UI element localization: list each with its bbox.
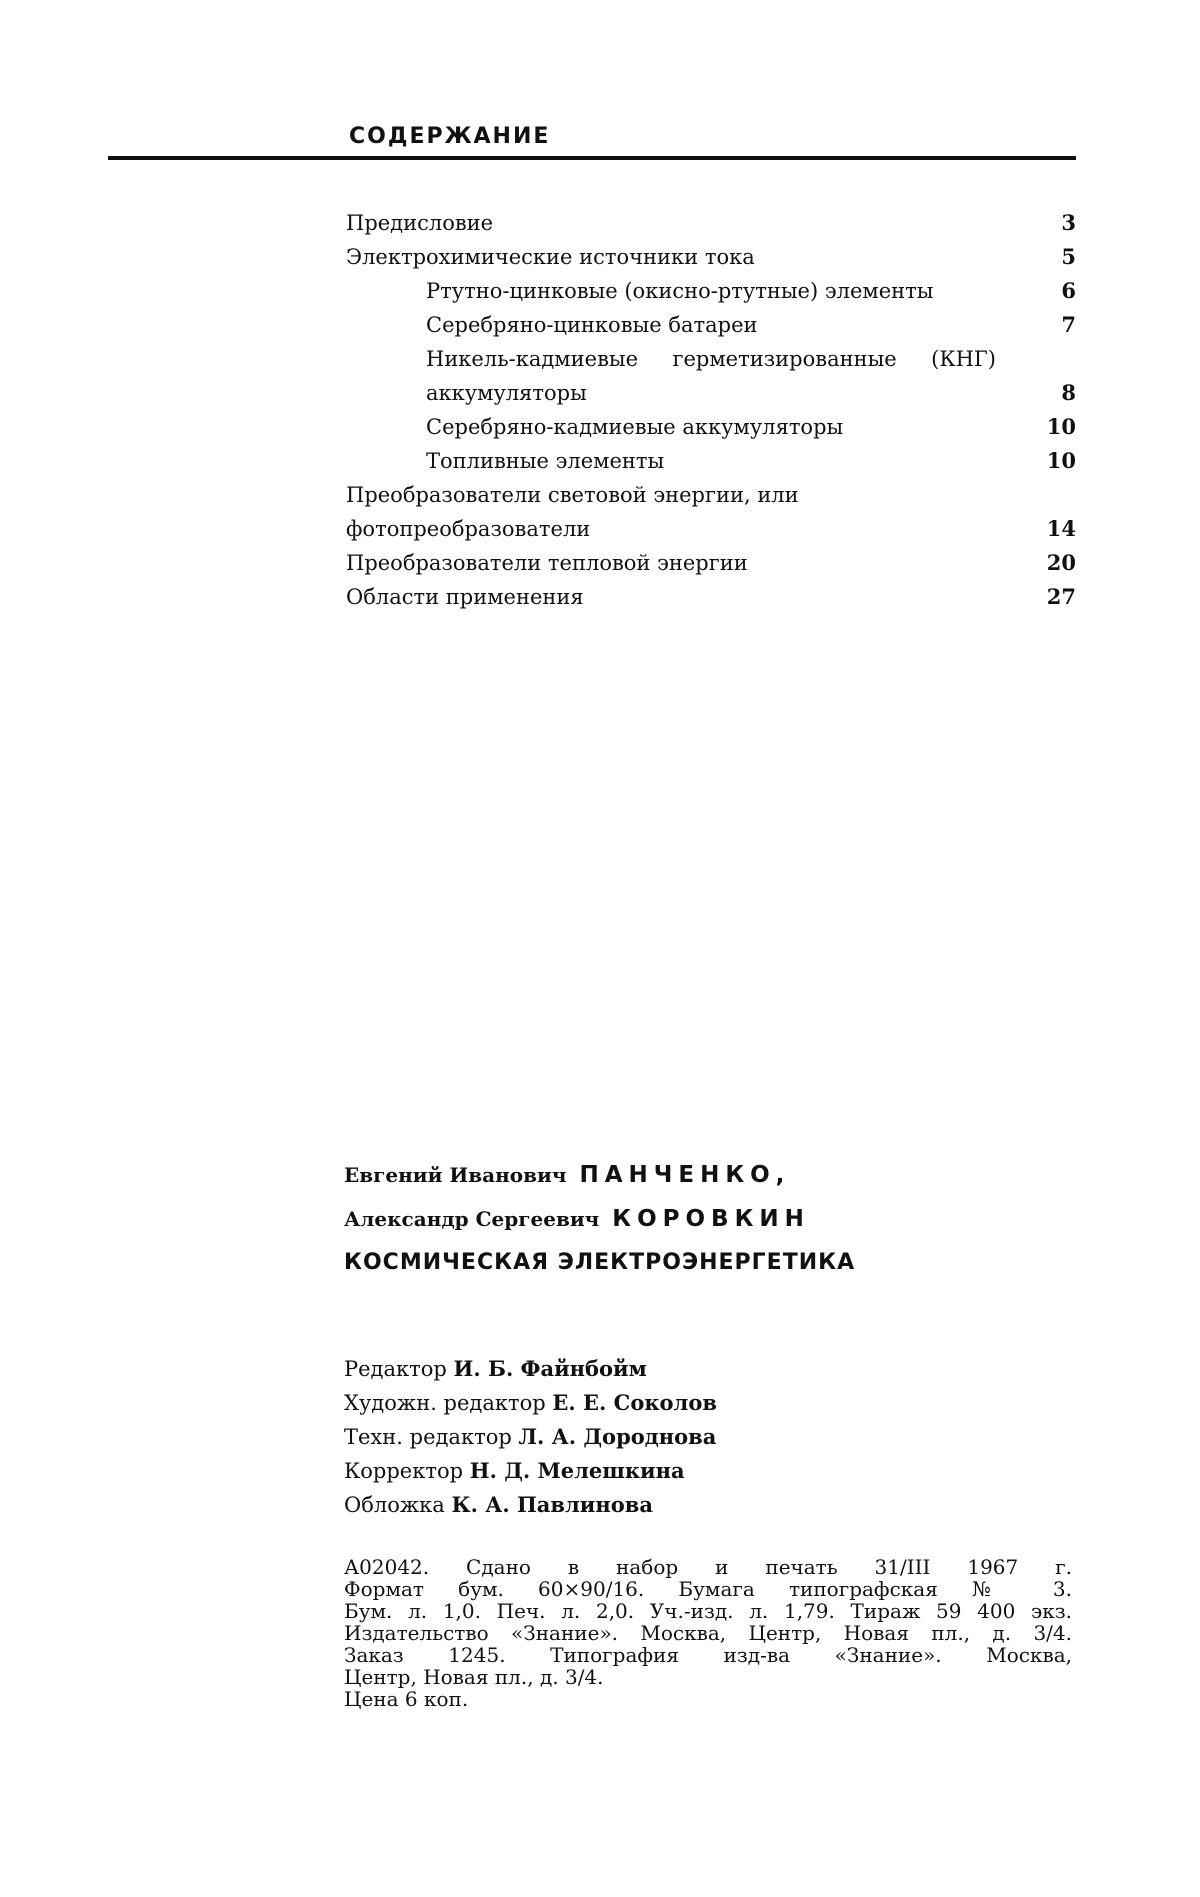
toc-entry xyxy=(346,240,1076,274)
toc-subentry xyxy=(346,274,1076,308)
author-given-name: Александр Сергеевич xyxy=(344,1207,600,1231)
imprint-line: Издательство «Знание». Москва, Центр, Новая пл., д. 3/4. xyxy=(344,1621,1072,1645)
toc-subentry xyxy=(346,444,1076,478)
imprint-block xyxy=(344,1556,1072,1710)
credit-name: Л. А. Дороднова xyxy=(518,1424,717,1449)
toc-entry xyxy=(346,206,1076,240)
credit-line xyxy=(344,1352,717,1386)
credit-line xyxy=(344,1488,717,1522)
toc-entry-page: 7 xyxy=(1061,312,1076,337)
toc-entry xyxy=(346,478,1076,546)
toc-entry-title: Электрохимические источники тока xyxy=(346,245,755,269)
toc-entry-page: 5 xyxy=(1061,244,1076,269)
book-title: КОСМИЧЕСКАЯ ЭЛЕКТРОЭНЕРГЕТИКА xyxy=(344,1250,856,1275)
credit-line xyxy=(344,1454,717,1488)
table-of-contents xyxy=(346,206,1076,614)
credit-name: И. Б. Файнбойм xyxy=(453,1356,647,1381)
toc-entry-page: 27 xyxy=(1046,584,1076,609)
author-line xyxy=(344,1197,810,1241)
imprint-line: Заказ 1245. Типография изд-ва «Знание». Москва, xyxy=(344,1643,1072,1667)
toc-entry-title: Ртутно-цинковые (окисно-ртутные) элементы xyxy=(426,279,934,303)
credit-name: Н. Д. Мелешкина xyxy=(469,1458,685,1483)
credit-role: Художн. редактор xyxy=(344,1391,546,1415)
contents-heading: СОДЕРЖАНИЕ xyxy=(349,124,551,149)
toc-entry-title: Предисловие xyxy=(346,211,494,235)
toc-entry-page: 8 xyxy=(1061,380,1076,405)
toc-entry-title: Серебряно-кадмиевые аккумуляторы xyxy=(426,415,844,439)
credit-role: Обложка xyxy=(344,1493,445,1517)
imprint-line: Формат бум. 60×90/16. Бумага типографская № 3. xyxy=(344,1577,1072,1601)
toc-subentry xyxy=(346,410,1076,444)
toc-subentry xyxy=(346,342,1076,410)
toc-subentry xyxy=(346,308,1076,342)
toc-entry-page: 14 xyxy=(1046,516,1076,541)
toc-entry-title: Топливные элементы xyxy=(426,449,665,473)
author-given-name: Евгений Иванович xyxy=(344,1163,567,1187)
toc-entry-page: 20 xyxy=(1046,550,1076,575)
author-surname: КОРОВКИН xyxy=(612,1206,810,1232)
credit-role: Редактор xyxy=(344,1357,447,1381)
toc-entry-title: Серебряно-цинковые батареи xyxy=(426,313,758,337)
toc-entry-page: 6 xyxy=(1061,278,1076,303)
authors-block xyxy=(344,1153,810,1241)
toc-entry xyxy=(346,580,1076,614)
toc-entry-title: Области применения xyxy=(346,585,584,609)
credit-name: Е. Е. Соколов xyxy=(552,1390,717,1415)
credit-name: К. А. Павлинова xyxy=(451,1492,653,1517)
credit-line xyxy=(344,1420,717,1454)
imprint-line: Бум. л. 1,0. Печ. л. 2,0. Уч.-изд. л. 1,79. Тираж 59 400 экз. xyxy=(344,1599,1072,1623)
credit-role: Техн. редактор xyxy=(344,1425,512,1449)
author-line xyxy=(344,1153,810,1197)
toc-entry-title: Преобразователи тепловой энергии xyxy=(346,551,748,575)
toc-entry-title: Никель-кадмиевые герметизированные (КНГ) аккумуляторы xyxy=(426,347,996,405)
toc-entry-page: 10 xyxy=(1046,448,1076,473)
credits-block xyxy=(344,1352,717,1522)
imprint-line: Центр, Новая пл., д. 3/4. xyxy=(344,1665,604,1689)
credit-line xyxy=(344,1386,717,1420)
credit-role: Корректор xyxy=(344,1459,464,1483)
imprint-line: А02042. Сдано в набор и печать 31/III 1967 г. xyxy=(344,1555,1072,1579)
toc-entry-page: 3 xyxy=(1061,210,1076,235)
toc-entry xyxy=(346,546,1076,580)
toc-entry-page: 10 xyxy=(1046,414,1076,439)
author-surname: ПАНЧЕНКО, xyxy=(579,1162,791,1188)
contents-rule xyxy=(108,156,1076,160)
price-line: Цена 6 коп. xyxy=(344,1687,469,1711)
toc-entry-title: Преобразователи световой энергии, или фотопреобразователи xyxy=(346,483,799,541)
